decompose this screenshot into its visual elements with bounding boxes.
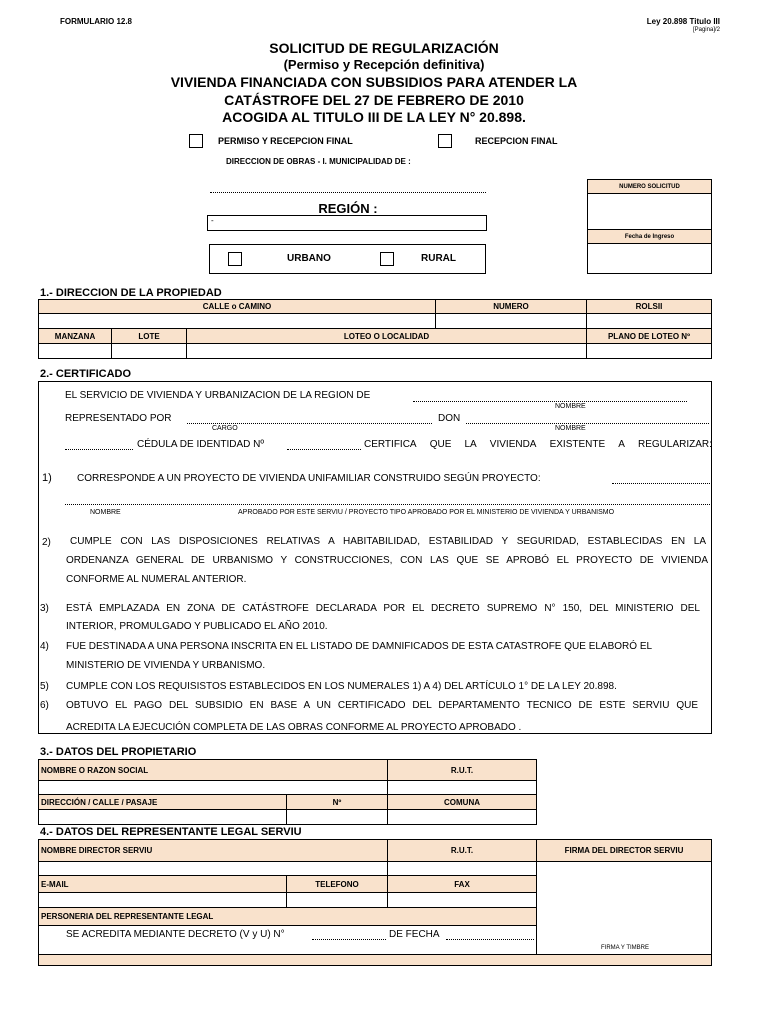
recepcion-label: RECEPCION FINAL [475, 136, 558, 146]
certifica-word-7: REGULARIZAR: [638, 439, 712, 450]
page-number: [Pagina]/2 [692, 27, 720, 33]
acredita-text: SE ACREDITA MEDIANTE DECRETO (V y U) N° [66, 929, 285, 940]
direccion-field[interactable] [38, 809, 287, 825]
urbano-label: URBANO [287, 253, 331, 264]
nombre-razon-field[interactable] [38, 780, 388, 795]
urbano-checkbox[interactable] [228, 252, 242, 266]
numero-header: NUMERO [435, 299, 587, 314]
nombre-director-header: NOMBRE DIRECTOR SERVIU [38, 839, 388, 862]
proyecto-field[interactable] [612, 483, 710, 484]
fecha-decreto-field[interactable] [446, 939, 534, 940]
representado-label: REPRESENTADO POR [65, 413, 172, 424]
region-servicio-field[interactable] [413, 401, 687, 402]
cargo-field[interactable] [187, 423, 432, 424]
personeria-header: PERSONERIA DEL REPRESENTANTE LEGAL [38, 907, 537, 926]
title-line-5: ACOGIDA AL TITULO III DE LA LEY N° 20.898. [222, 109, 526, 125]
item-2-line-3: CONFORME AL NUMERAL ANTERIOR. [66, 574, 247, 585]
loteo-field[interactable] [186, 343, 587, 359]
item-2-line-1: CUMPLE CON LAS DISPOSICIONES RELATIVAS A HABITABILIDAD, ESTABILIDAD Y SEGURIDAD, ESTABLECIDAS EN LA [70, 536, 706, 547]
comuna-header: COMUNA [387, 794, 537, 810]
email-header: E-MAIL [38, 875, 287, 893]
certifica-word-5: EXISTENTE [549, 439, 606, 450]
section-2-title: 2.- CERTIFICADO [40, 368, 132, 380]
calle-field[interactable] [38, 313, 436, 329]
fecha-ingreso-header: Fecha de Ingreso [587, 229, 712, 244]
calle-header: CALLE o CAMINO [38, 299, 436, 314]
item-6-line-2: ACREDITA LA EJECUCIÓN COMPLETA DE LAS OBRAS CONFORME AL PROYECTO APROBADO . [66, 722, 522, 733]
item-1-text: CORRESPONDE A UN PROYECTO DE VIVIENDA UNIFAMILIAR CONSTRUIDO SEGÚN PROYECTO: [77, 473, 541, 484]
rolsii-field[interactable] [586, 313, 712, 329]
item-3-line-2: INTERIOR, PROMULGADO Y PUBLICADO EL AÑO 2010. [66, 621, 328, 632]
rural-label: RURAL [421, 253, 456, 264]
item-2-number: 2) [42, 537, 51, 548]
certifica-word-3: LA [464, 439, 477, 450]
loteo-header: LOTEO O LOCALIDAD [186, 328, 587, 344]
telefono-field[interactable] [286, 892, 388, 908]
decreto-field[interactable] [312, 939, 386, 940]
section-1-title: 1.- DIRECCION DE LA PROPIEDAD [40, 287, 222, 299]
manzana-header: MANZANA [38, 328, 112, 344]
certifica-word-6: A [618, 439, 625, 450]
telefono-header: TELEFONO [286, 875, 388, 893]
comuna-field[interactable] [387, 809, 537, 825]
rut-director-field[interactable] [387, 861, 537, 876]
direccion-obras-label: DIRECCION DE OBRAS - I. MUNICIPALIDAD DE : [226, 157, 411, 166]
plano-field[interactable] [586, 343, 712, 359]
title-line-1: SOLICITUD DE REGULARIZACIÓN [269, 40, 499, 56]
item-4-number: 4) [40, 641, 49, 652]
section-4-title: 4.- DATOS DEL REPRESENTANTE LEGAL SERVIU [40, 826, 302, 838]
num-field[interactable] [286, 809, 388, 825]
title-line-3: VIVIENDA FINANCIADA CON SUBSIDIOS PARA ATENDER LA [170, 74, 578, 90]
numero-solicitud-header: NUMERO SOLICITUD [587, 179, 712, 194]
nombre-razon-header: NOMBRE O RAZON SOCIAL [38, 759, 388, 781]
permiso-label: PERMISO Y RECEPCION FINAL [218, 136, 353, 146]
item-6-number: 6) [40, 700, 49, 711]
region-field[interactable]: - [207, 215, 487, 231]
proyecto-field-2[interactable] [65, 504, 710, 505]
section-3-title: 3.- DATOS DEL PROPIETARIO [40, 746, 197, 758]
item-2-line-2: ORDENANZA GENERAL DE URBANISMO Y CONSTRUCCIONES, CON LAS QUE SE APROBÓ EL PROYECTO DE VIVIENDA [66, 555, 708, 566]
item-4-line-2: MINISTERIO DE VIVIENDA Y URBANISMO. [66, 660, 266, 671]
permiso-checkbox[interactable] [189, 134, 203, 148]
don-field[interactable] [466, 423, 709, 424]
rolsii-header: ROLSII [586, 299, 712, 314]
aprobado-caption: APROBADO POR ESTE SERVIU / PROYECTO TIPO APROBADO POR EL MINISTERIO DE VIVIENDA Y URBANISMO [238, 509, 615, 516]
item-5-number: 5) [40, 681, 49, 692]
nombre-director-field[interactable] [38, 861, 388, 876]
nombre-caption-1: NOMBRE [555, 403, 586, 410]
item-1-number: 1) [42, 472, 52, 484]
item-4-line-1: FUE DESTINADA A UNA PERSONA INSCRITA EN EL LISTADO DE DAMNIFICADOS DE ESTA CATASTROFE QUE ELABORÓ EL [66, 641, 653, 652]
form-number: FORMULARIO 12.8 [60, 17, 133, 26]
numero-solicitud-field[interactable] [587, 193, 712, 230]
certifica-word-4: VIVIENDA [489, 439, 537, 450]
title-line-4: CATÁSTROFE DEL 27 DE FEBRERO DE 2010 [224, 92, 524, 108]
manzana-field[interactable] [38, 343, 112, 359]
municipalidad-field[interactable] [210, 192, 486, 193]
rut-field[interactable] [387, 780, 537, 795]
item-5-text: CUMPLE CON LOS REQUISISTOS ESTABLECIDOS EN LOS NUMERALES 1) A 4) DEL ARTÍCULO 1° DE LA LEY 20.898. [66, 681, 617, 692]
nombre-caption-3: NOMBRE [90, 509, 121, 516]
certifica-word-1: CERTIFICA [364, 439, 417, 450]
certifica-text [364, 439, 712, 450]
rut-header: R.U.T. [387, 759, 537, 781]
cargo-caption: CARGO [212, 425, 238, 432]
servicio-text: EL SERVICIO DE VIVIENDA Y URBANIZACION DE LA REGION DE [65, 390, 371, 401]
email-field[interactable] [38, 892, 287, 908]
don-name-continuation-field[interactable] [65, 449, 133, 450]
recepcion-checkbox[interactable] [438, 134, 452, 148]
rut-director-header: R.U.T. [387, 839, 537, 862]
num-header: Nº [286, 794, 388, 810]
certifica-word-2: QUE [429, 439, 452, 450]
item-3-number: 3) [40, 603, 49, 614]
lote-field[interactable] [111, 343, 187, 359]
firma-timbre-caption: FIRMA Y TIMBRE [601, 945, 650, 951]
fax-header: FAX [387, 875, 537, 893]
item-3-line-1: ESTÁ EMPLAZADA EN ZONA DE CATÁSTROFE DECLARADA POR EL DECRETO SUPREMO N° 150, DEL MINISTERIO DEL [66, 603, 700, 614]
plano-header: PLANO DE LOTEO Nº [586, 328, 712, 344]
fax-field[interactable] [387, 892, 537, 908]
fecha-ingreso-field[interactable] [587, 244, 712, 274]
rural-checkbox[interactable] [380, 252, 394, 266]
title-line-2: (Permiso y Recepción definitiva) [283, 57, 485, 72]
firma-director-field[interactable] [536, 861, 712, 955]
lote-header: LOTE [111, 328, 187, 344]
cedula-label: CÉDULA DE IDENTIDAD Nº [137, 439, 265, 450]
cedula-field[interactable] [287, 449, 361, 450]
region-label: REGIÓN : [318, 201, 378, 216]
item-6-line-1: OBTUVO EL PAGO DEL SUBSIDIO EN BASE A UN CERTIFICADO DEL DEPARTAMENTO TECNICO DE ESTE SERVIU QUE [66, 700, 698, 711]
direccion-header: DIRECCIÓN / CALLE / PASAJE [38, 794, 287, 810]
footer-bar [38, 954, 712, 966]
numero-field[interactable] [435, 313, 587, 329]
nombre-caption-2: NOMBRE [555, 425, 586, 432]
law-reference: Ley 20.898 Titulo III [646, 17, 720, 26]
don-label: DON [438, 413, 461, 424]
firma-director-header: FIRMA DEL DIRECTOR SERVIU [536, 839, 712, 862]
de-fecha-label: DE FECHA [389, 929, 440, 940]
